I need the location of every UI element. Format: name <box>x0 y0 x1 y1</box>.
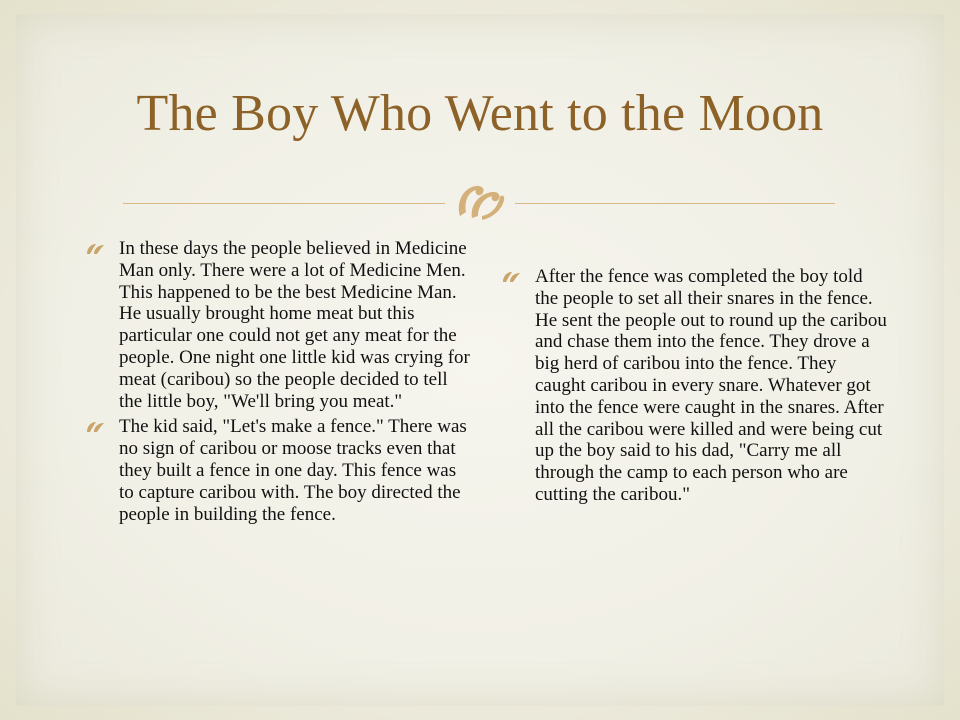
title-divider-left <box>123 203 445 204</box>
bullet-text: After the fence was completed the boy told the people to set all their snares in the fence. He sent the people out to round up the caribou and chase them into the fence. They drove a big herd of caribou into the fence. They caught caribou in every snare. Whatever got into the fence were caught in the snares. After all the caribou were killed and were being cut up the boy said to his dad, "Carry me all through the camp to each person who are cutting the caribou." <box>535 266 887 505</box>
bullet-item <box>502 266 887 506</box>
curled-flourish-icon <box>452 176 508 224</box>
right-column <box>502 266 887 510</box>
left-column <box>86 238 471 529</box>
bullet-text: The kid said, "Let's make a fence." There was no sign of caribou or moose tracks even that they built a fence in one day. This fence was to capture caribou with. The boy directed the people in building the fence. <box>119 416 467 525</box>
curled-leaf-bullet-icon <box>502 271 524 283</box>
bullet-item <box>86 238 471 412</box>
bullet-text: In these days the people believed in Medicine Man only. There were a lot of Medicine Men. This happened to be the best Medicine Man. He usually brought home meat but this particular one could not get any meat for the people. One night one little kid was crying for meat (caribou) so the people decided to tell the little boy, "We'll bring you meat." <box>119 238 470 412</box>
bullet-item <box>86 416 471 525</box>
curled-leaf-bullet-icon <box>86 421 108 433</box>
curled-leaf-bullet-icon <box>86 243 108 255</box>
slide-title: The Boy Who Went to the Moon <box>136 85 824 142</box>
title-divider-right <box>515 203 835 204</box>
